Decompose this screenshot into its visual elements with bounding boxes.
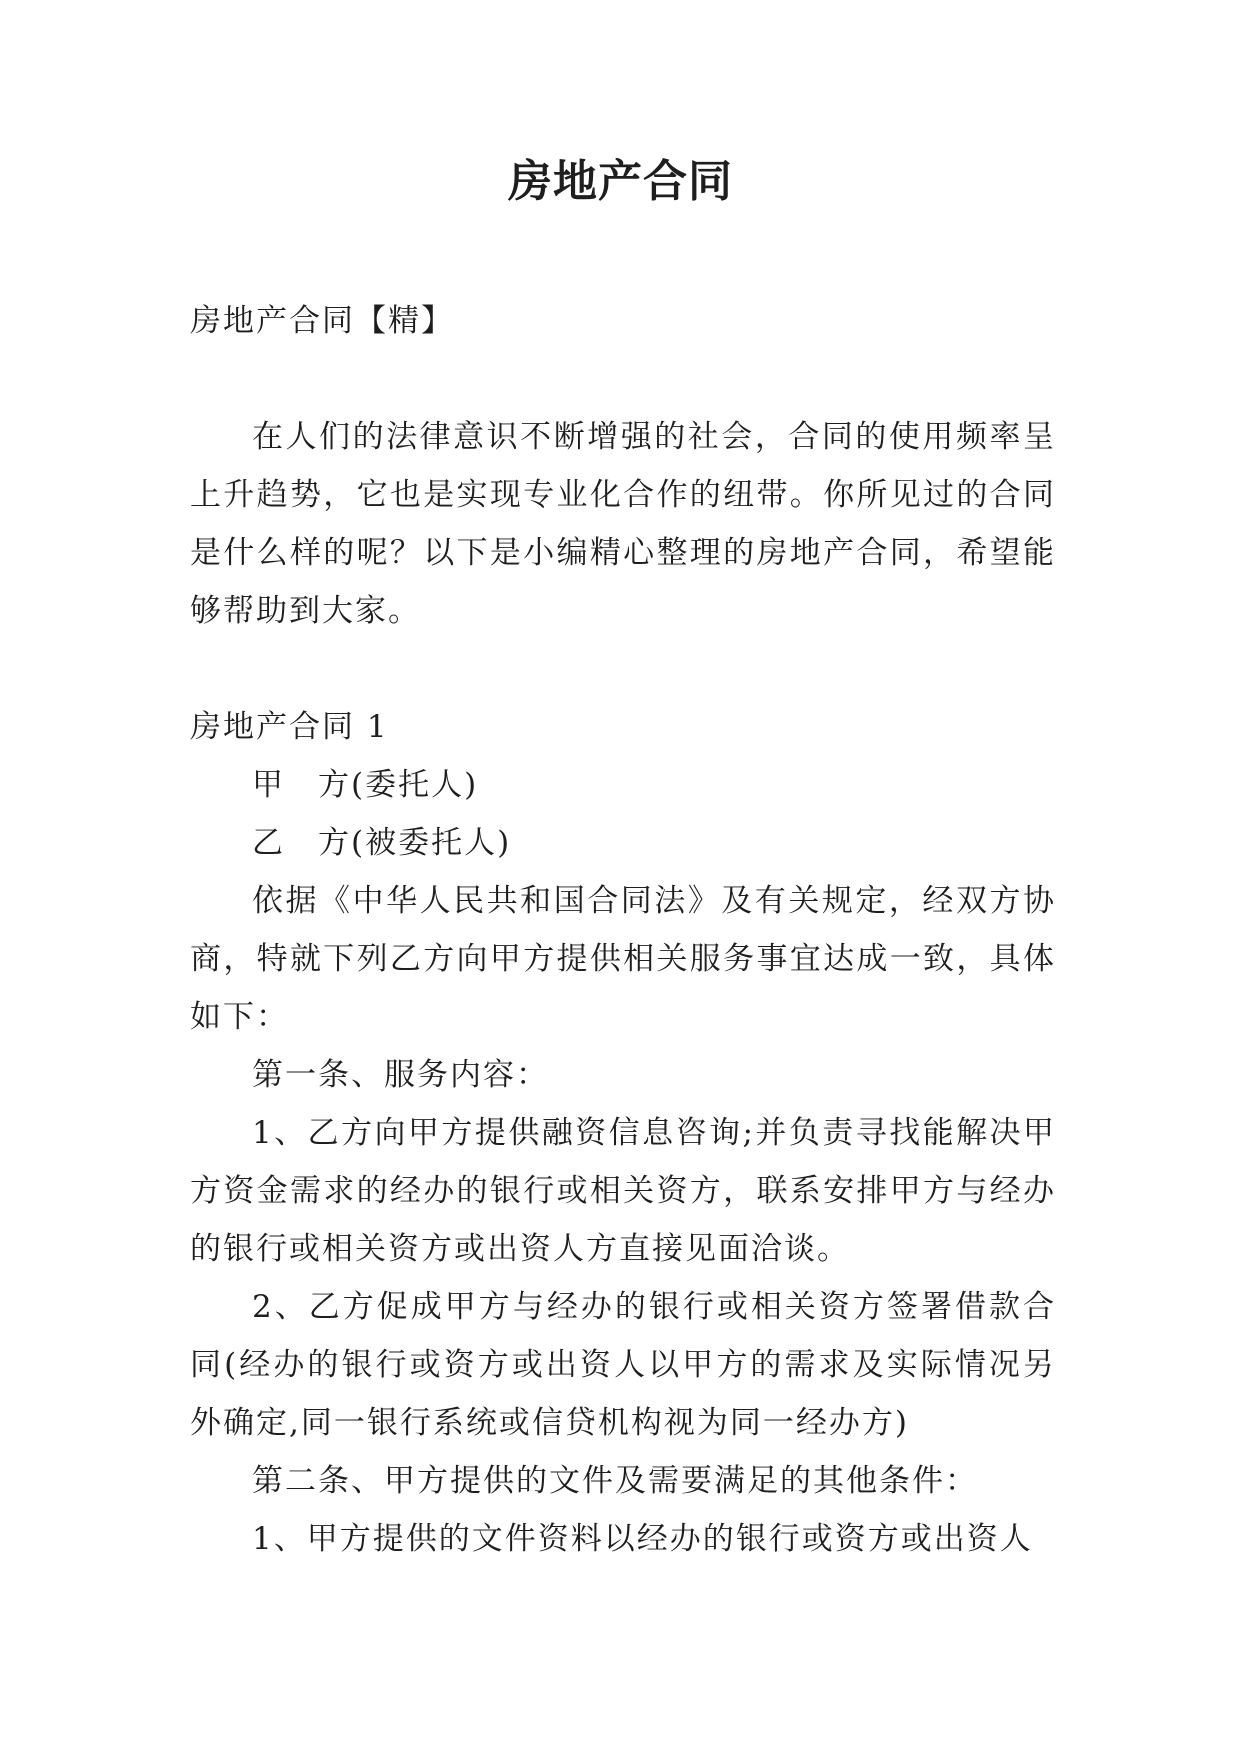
article-1-heading: 第一条、服务内容： <box>252 1057 549 1093</box>
party-b-line: 乙 方(被委托人) <box>252 825 512 861</box>
article-1-clause-2: 2、乙方促成甲方与经办的银行或相关资方签署借款合同(经办的银行或资方或出资人以甲方的需求及实际情况另外确定,同一银行系统或信贷机构视为同一经办方) <box>190 1289 1056 1441</box>
basis-paragraph: 依据《中华人民共和国合同法》及有关规定，经双方协商，特就下列乙方向甲方提供相关服务事宜达成一致，具体如下： <box>190 883 1056 1035</box>
document-subtitle: 房地产合同【精】 <box>190 303 454 339</box>
party-a-line: 甲 方(委托人) <box>252 767 479 803</box>
article-2-clause-1: 1、甲方提供的文件资料以经办的银行或资方或出资人 <box>252 1521 1033 1557</box>
document-body <box>190 292 1056 1568</box>
article-2-heading: 第二条、甲方提供的文件及需要满足的其他条件： <box>252 1463 978 1499</box>
article-1-clause-1: 1、乙方向甲方提供融资信息咨询;并负责寻找能解决甲方资金需求的经办的银行或相关资方，联系安排甲方与经办的银行或相关资方或出资人方直接见面洽谈。 <box>190 1115 1056 1267</box>
section-heading: 房地产合同 1 <box>190 709 389 745</box>
intro-paragraph: 在人们的法律意识不断增强的社会，合同的使用频率呈上升趋势，它也是实现专业化合作的纽带。你所见过的合同是什么样的呢？以下是小编精心整理的房地产合同，希望能够帮助到大家。 <box>190 419 1056 629</box>
document-title: 房地产合同 <box>508 156 733 207</box>
